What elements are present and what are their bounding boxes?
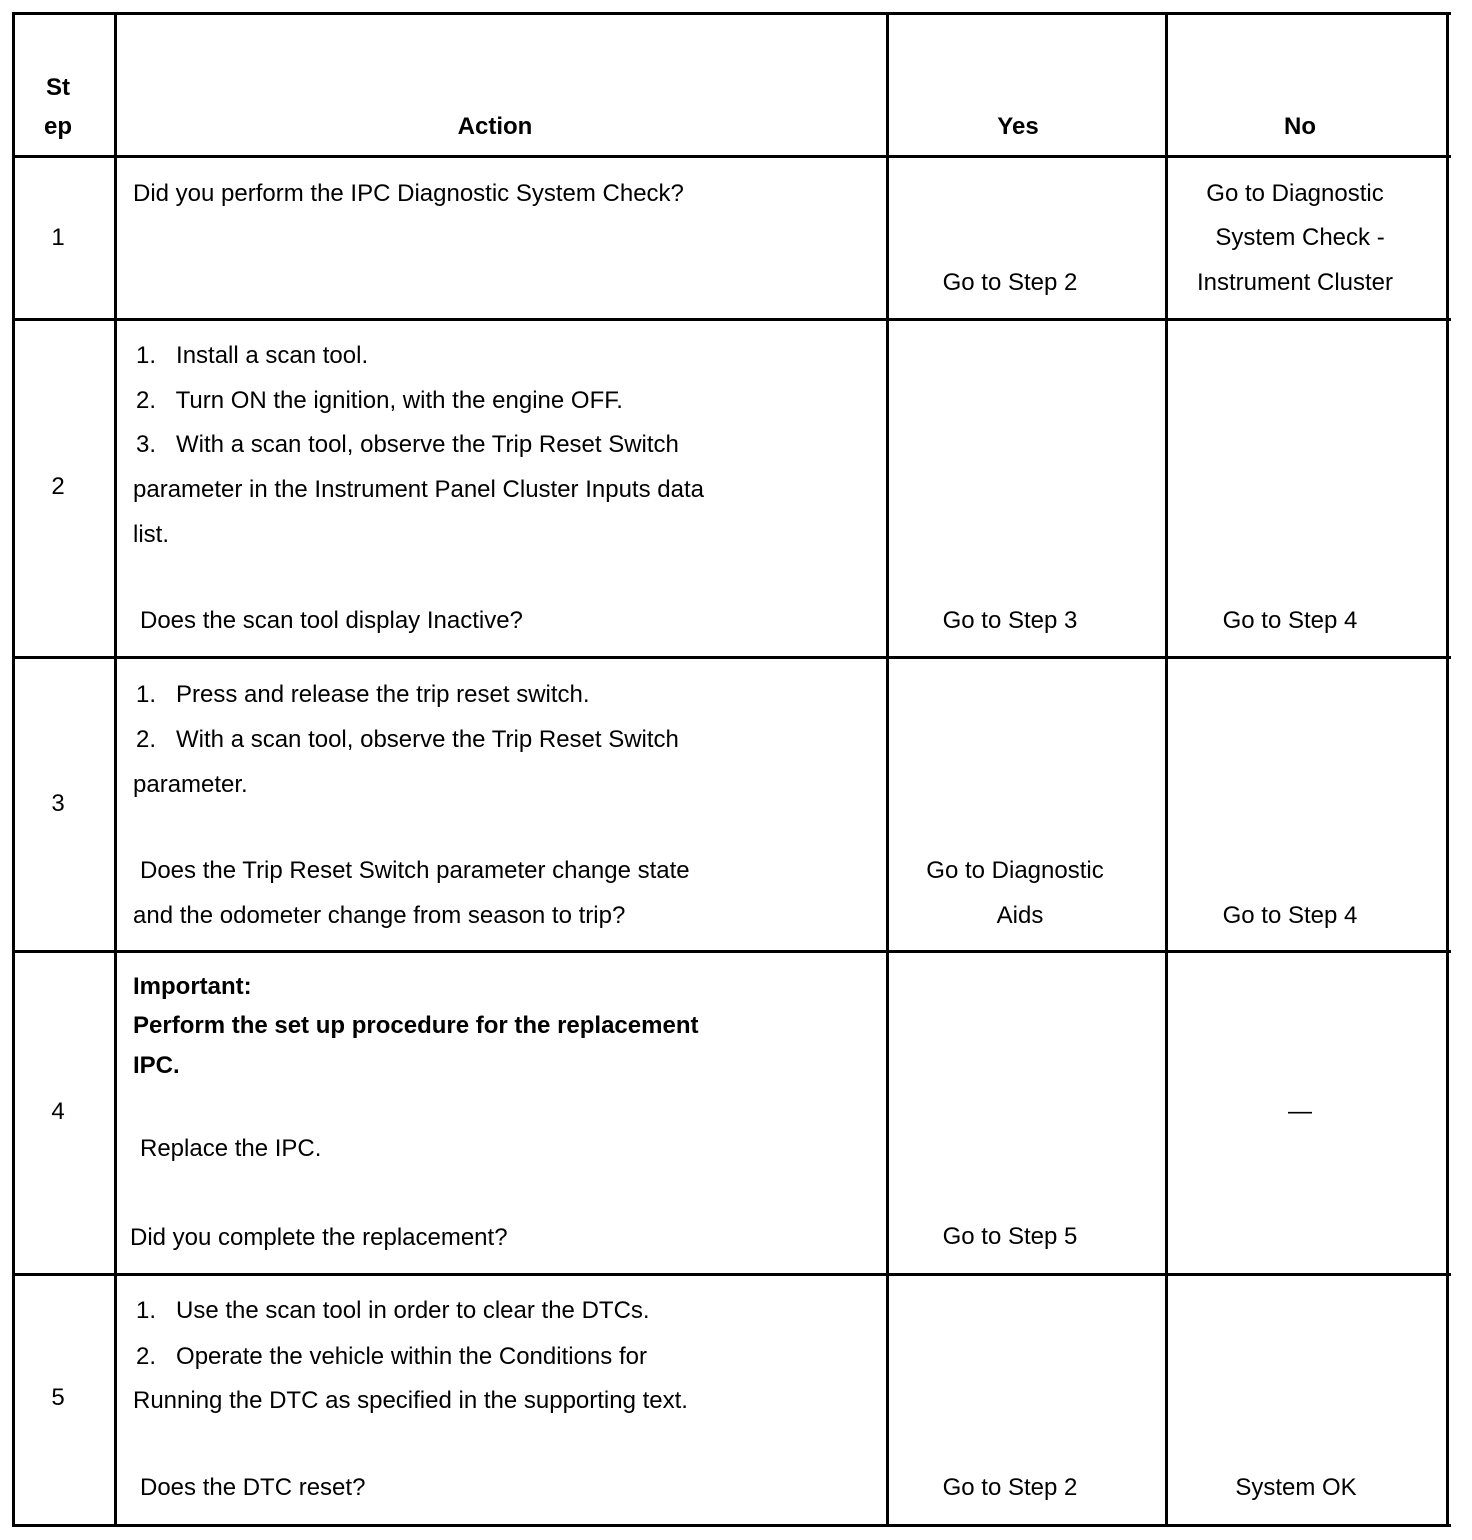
yes-result: Go to Step 5 (942, 1223, 1078, 1250)
yes-result: Go to Step 2 (942, 269, 1078, 296)
header-no: No (1284, 113, 1316, 140)
important-label: Important: (133, 973, 252, 1000)
no-result: Go to Step 4 (1222, 607, 1358, 634)
header-step: ep (43, 113, 72, 140)
action-text: 1. Use the scan tool in order to clear the DTCs. (136, 1297, 650, 1324)
action-text: Did you perform the IPC Diagnostic System Check? (133, 180, 684, 207)
yes-result: Go to Diagnostic (926, 857, 1104, 884)
action-text: parameter. (133, 771, 248, 798)
action-text: parameter in the Instrument Panel Cluster Inputs data (133, 476, 704, 503)
table-border (13, 1524, 1451, 1527)
step-number: 2 (51, 473, 65, 500)
table-border (1446, 12, 1449, 1527)
yes-result: Go to Step 3 (942, 607, 1078, 634)
action-text: 1. Install a scan tool. (136, 342, 369, 369)
header-yes: Yes (997, 113, 1039, 140)
no-result: Go to Diagnostic (1206, 180, 1384, 207)
step-number: 4 (51, 1098, 65, 1125)
column-divider (886, 12, 889, 1527)
important-note: IPC. (133, 1052, 180, 1079)
action-text: Replace the IPC. (140, 1135, 322, 1162)
action-question: Does the scan tool display Inactive? (140, 607, 523, 634)
no-result: — (1288, 1098, 1312, 1125)
action-text: list. (133, 521, 169, 548)
action-question: Does the DTC reset? (140, 1474, 366, 1501)
yes-result: Go to Step 2 (942, 1474, 1078, 1501)
row-divider (13, 950, 1451, 953)
action-question: and the odometer change from season to trip? (133, 902, 626, 929)
row-divider (13, 155, 1451, 158)
important-note: Perform the set up procedure for the replacement (133, 1012, 699, 1039)
action-text: 2. With a scan tool, observe the Trip Reset Switch (136, 726, 679, 753)
action-text: 2. Operate the vehicle within the Conditions for (136, 1343, 647, 1370)
action-text: 1. Press and release the trip reset switch. (136, 681, 590, 708)
no-result: System Check - (1215, 224, 1385, 251)
step-number: 1 (51, 224, 65, 251)
action-question: Did you complete the replacement? (130, 1224, 508, 1251)
step-number: 5 (51, 1384, 65, 1411)
table-border (13, 12, 1451, 15)
row-divider (13, 656, 1451, 659)
action-text: 3. With a scan tool, observe the Trip Reset Switch (136, 431, 679, 458)
no-result: System OK (1235, 1474, 1357, 1501)
action-text: Running the DTC as specified in the supporting text. (133, 1387, 688, 1414)
header-action: Action (457, 113, 533, 140)
step-number: 3 (51, 790, 65, 817)
row-divider (13, 318, 1451, 321)
column-divider (114, 12, 117, 1527)
row-divider (13, 1273, 1451, 1276)
action-text: 2. Turn ON the ignition, with the engine OFF. (136, 387, 623, 414)
no-result: Instrument Cluster (1196, 269, 1394, 296)
no-result: Go to Step 4 (1222, 902, 1358, 929)
action-question: Does the Trip Reset Switch parameter change state (140, 857, 690, 884)
header-step: St (46, 74, 70, 101)
yes-result: Aids (996, 902, 1044, 929)
